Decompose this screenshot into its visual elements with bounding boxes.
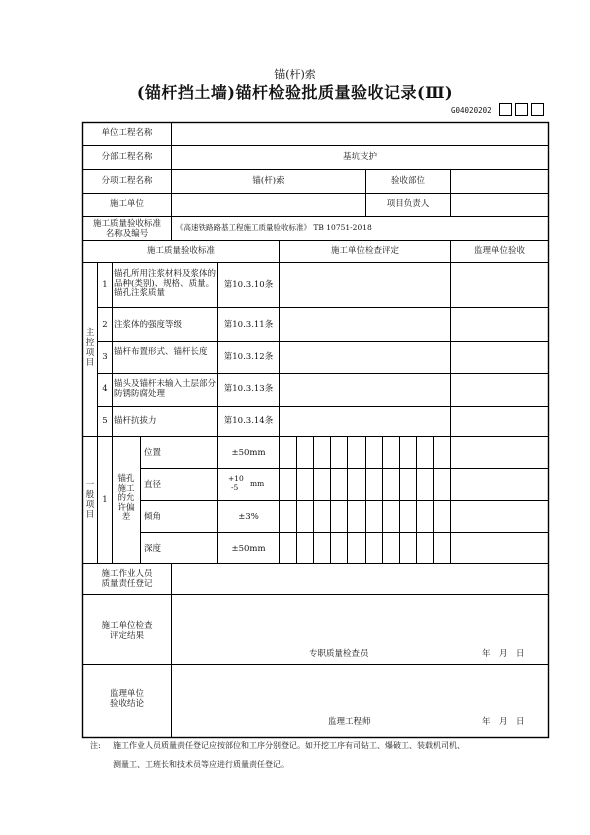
division-label: 分部工程名称	[101, 152, 153, 162]
engineer-label: 监理工程师	[328, 717, 371, 727]
main-control-label: 主控项目	[85, 328, 95, 368]
general-item-no: 1	[102, 495, 108, 505]
general-item-name: 位置	[144, 448, 162, 458]
main-item-clause: 第10.3.12条	[223, 352, 274, 362]
col-standard-header: 施工质量验收标准	[146, 246, 215, 256]
inspector-label: 专职质量检查员	[309, 649, 369, 659]
main-item-text: 锚杆布置形式、锚杆长度	[114, 347, 208, 357]
general-item-tol-plus: +10	[228, 474, 244, 483]
main-item-no: 2	[102, 320, 108, 330]
eval-label-1: 施工单位检查	[101, 621, 153, 631]
main-item-clause: 第10.3.13条	[223, 384, 274, 394]
main-item-clause: 第10.3.11条	[223, 320, 274, 330]
main-item-no: 5	[102, 416, 108, 426]
standard-label-1: 施工质量验收标准	[92, 219, 161, 229]
general-item-tol-unit: mm	[250, 479, 265, 488]
general-item-tol: ±50mm	[231, 544, 266, 554]
form-title: (锚杆挡土墙)锚杆检验批质量验收记录(Ⅲ)	[136, 83, 454, 102]
general-item-tol-minus: -5	[231, 483, 239, 492]
acceptance-part-label: 验收部位	[390, 176, 425, 186]
general-item-name: 倾角	[144, 512, 162, 522]
form-code: G04020202	[451, 106, 492, 115]
standard-label-2: 名称及编号	[105, 229, 149, 239]
note-line-1: 施工作业人员质量责任登记应按部位和工序分别登记。如开挖工序有司钻工、爆破工、装载机司机、	[113, 741, 465, 750]
contractor-label: 施工单位	[109, 199, 144, 209]
general-item-tol: ±3%	[238, 512, 259, 522]
supervisor-label-1: 监理单位	[109, 689, 144, 699]
worker-label-2: 质量责任登记	[101, 579, 153, 589]
worker-label-1: 施工作业人员	[101, 569, 153, 579]
main-item-text: 锚杆抗拔力	[114, 416, 157, 426]
general-group-label: 锚孔施工的允许偏差	[117, 474, 135, 523]
unit-project-label: 单位工程名称	[101, 128, 153, 138]
main-item-no: 4	[102, 384, 108, 394]
main-item-no: 3	[102, 352, 108, 362]
main-item-text: 锚孔所用注浆材料及浆体的品种(类别)、规格、质量。锚孔注浆质量	[114, 269, 217, 298]
note-line-2: 测量工、工班长和技术员等应进行质量责任登记。	[113, 760, 289, 769]
main-item-clause: 第10.3.14条	[223, 416, 274, 426]
subdivision-value[interactable]: 锚(杆)索	[252, 176, 285, 186]
standard-value: 《高速铁路路基工程施工质量验收标准》 TB 10751-2018	[176, 223, 372, 232]
note-prefix: 注:	[90, 741, 101, 750]
general-item-name: 深度	[144, 544, 162, 554]
project-manager-label: 项目负责人	[386, 199, 430, 209]
subdivision-label: 分项工程名称	[101, 176, 153, 186]
form-subtitle: 锚(杆)索	[274, 68, 316, 81]
division-value[interactable]: 基坑支护	[342, 152, 377, 162]
general-item-name: 直径	[144, 480, 162, 490]
col-supervisor-header: 监理单位验收	[473, 246, 525, 256]
eval-label-2: 评定结果	[109, 631, 144, 641]
engineer-date: 年 月 日	[482, 717, 525, 727]
main-item-text: 锚头及锚杆未输入土层部分防锈防腐处理	[114, 379, 217, 399]
inspector-date: 年 月 日	[482, 649, 525, 659]
col-contractor-check-header: 施工单位检查评定	[330, 246, 399, 256]
supervisor-label-2: 验收结论	[109, 699, 144, 709]
general-label: 一般项目	[85, 480, 95, 520]
general-item-tol: ±50mm	[231, 448, 266, 458]
main-item-clause: 第10.3.10条	[223, 280, 274, 290]
main-item-text: 注浆体的强度等级	[114, 320, 183, 330]
main-item-no: 1	[102, 280, 108, 290]
